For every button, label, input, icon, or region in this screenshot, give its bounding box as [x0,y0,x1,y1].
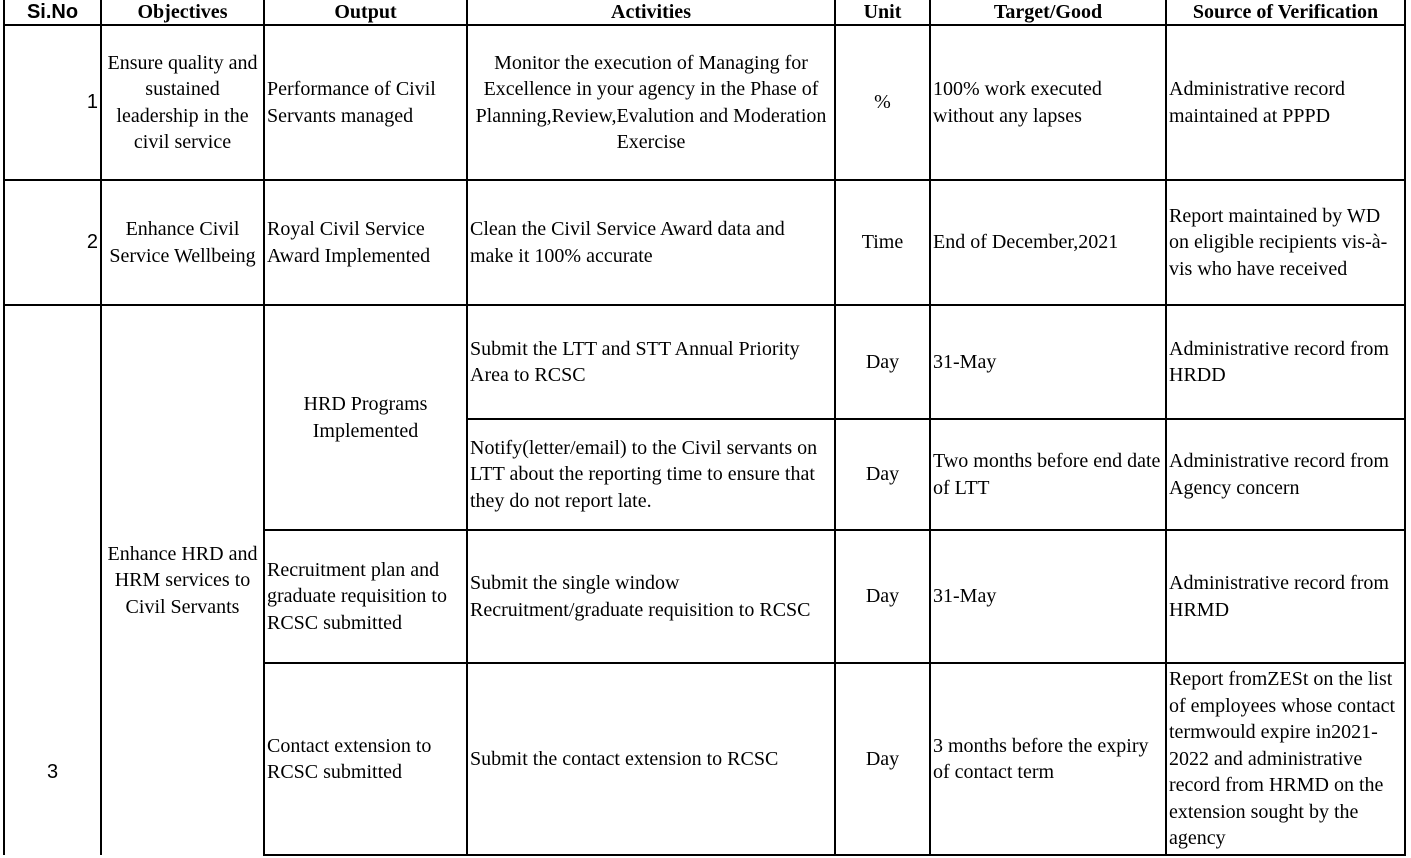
table-row [4,25,1405,180]
target-cell: 31-May [930,305,1166,419]
header-row [4,0,1405,25]
source-cell: Report fromZESt on the list of employees whose contact termwould expire in2021-2022 and administrative record from HRMD on the extension sought by the agency [1166,663,1405,855]
activity-cell: Clean the Civil Service Award data and make it 100% accurate [467,180,835,305]
activity-cell: Submit the contact extension to RCSC [467,663,835,855]
row-number: 1 [4,25,101,180]
row-number: 2 [4,180,101,305]
table-row [4,180,1405,305]
objective-cell: Enhance HRD and HRM services to Civil Servants [101,305,264,855]
header-activities: Activities [467,0,835,25]
unit-cell: Day [835,305,930,419]
target-cell: Two months before end date of LTT [930,419,1166,530]
source-cell: Administrative record from Agency concern [1166,419,1405,530]
target-cell: End of December,2021 [930,180,1166,305]
output-cell: Royal Civil Service Award Implemented [264,180,467,305]
unit-cell: Day [835,419,930,530]
objectives-table [3,0,1406,856]
source-cell: Administrative record from HRDD [1166,305,1405,419]
header-target: Target/Good [930,0,1166,25]
source-cell: Administrative record from HRMD [1166,530,1405,663]
activity-cell: Monitor the execution of Managing for Excellence in your agency in the Phase of Planning,Review,Evalution and Moderation Exercise [467,25,835,180]
source-cell: Administrative record maintained at PPPD [1166,25,1405,180]
objective-cell: Enhance Civil Service Wellbeing [101,180,264,305]
output-cell: Recruitment plan and graduate requisition to RCSC submitted [264,530,467,663]
objective-cell: Ensure quality and sustained leadership in the civil service [101,25,264,180]
activity-cell: Notify(letter/email) to the Civil servants on LTT about the reporting time to ensure that they do not report late. [467,419,835,530]
target-cell: 31-May [930,530,1166,663]
unit-cell: Time [835,180,930,305]
activity-cell: Submit the LTT and STT Annual Priority Area to RCSC [467,305,835,419]
unit-cell: % [835,25,930,180]
target-cell: 3 months before the expiry of contact term [930,663,1166,855]
output-cell: HRD Programs Implemented [264,305,467,530]
unit-cell: Day [835,530,930,663]
row-number: 3 [4,305,101,855]
header-output: Output [264,0,467,25]
header-source: Source of Verification [1166,0,1405,25]
activity-cell: Submit the single window Recruitment/graduate requisition to RCSC [467,530,835,663]
source-cell: Report maintained by WD on eligible recipients vis-à-vis who have received [1166,180,1405,305]
output-cell: Contact extension to RCSC submitted [264,663,467,855]
header-objectives: Objectives [101,0,264,25]
header-sino: Si.No [4,0,101,25]
header-unit: Unit [835,0,930,25]
unit-cell: Day [835,663,930,855]
target-cell: 100% work executed without any lapses [930,25,1166,180]
table-row [4,305,1405,419]
output-cell: Performance of Civil Servants managed [264,25,467,180]
